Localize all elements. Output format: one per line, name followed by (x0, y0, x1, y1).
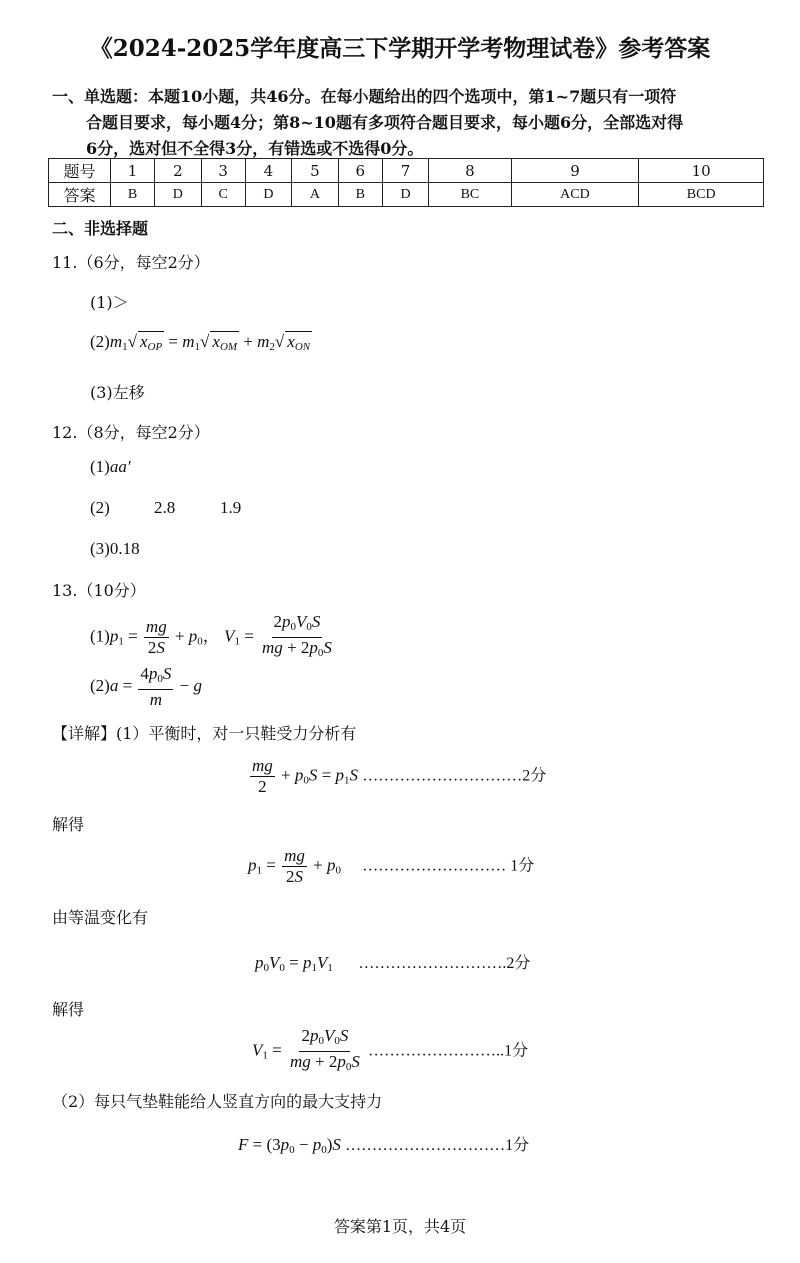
q13-detail-heading: 【详解】(1）平衡时，对一只鞋受力分析有 (52, 724, 357, 743)
q13-equation-2: $p_1$ = $\frac{mg}{2S}$ + $p_0$ ……………………… 1分 (248, 846, 535, 886)
table-cell: B (338, 183, 382, 207)
q12-answer-1-value: aa′ (109, 457, 131, 476)
q13-solve-2: 解得 (52, 1000, 85, 1019)
q11-answer-3: (3)左移 (90, 383, 145, 402)
q12-answer-2-value-1: 2.8 (154, 498, 176, 517)
q13-equation-5: $F = (3p_0 - p_0)S$ …………………………1分 (238, 1135, 530, 1156)
page-footer: 答案第1页，共4页 (333, 1217, 467, 1236)
q13-isothermal: 由等温变化有 (52, 908, 149, 927)
q13-solve-1: 解得 (52, 815, 85, 834)
q13-score-3: ……………………….2分 (358, 955, 531, 972)
q12-answer-3: (3)0.18 (90, 539, 140, 558)
q12-answer-1-label: (1) (90, 457, 110, 476)
q13-equation-3: $p_0V_0 = p_1V_1$ ……………………….2分 (255, 953, 531, 974)
q11-answer-1: (1)＞ (90, 293, 129, 312)
q12-answer-2-value-2: 1.9 (220, 498, 242, 517)
table-cell: 6 (338, 159, 382, 183)
table-cell: BC (429, 183, 511, 207)
section1-line3: 6分，选对但不全得3分，有错选或不选得0分。 (86, 139, 424, 158)
table-cell: B (111, 183, 155, 207)
section1-line1: 一、单选题：本题10小题，共46分。在每小题给出的四个选项中，第1~7题只有一项符 (52, 87, 677, 106)
q13-equation-1: $\frac{mg}{2}$ + $p_0S = p_1S$ …………………………2分 (252, 756, 547, 796)
q13-part-2: （2）每只气垫鞋能给人竖直方向的最大支持力 (52, 1092, 383, 1111)
q13-answer-1: $(1)p_1$ = $\frac{mg}{2S}$ + $p_0$， $V_1$ = $\frac{2p_0V_0S}{mg + 2p_0S}$ (90, 612, 332, 659)
q13-header: 13.（10分） (52, 581, 146, 600)
q13-answer-1-label: (1) (90, 626, 110, 646)
table-cell: 10 (639, 159, 764, 183)
table-cell: A (292, 183, 339, 207)
table-cell: 3 (201, 159, 245, 183)
q13-score-1: …………………………2分 (362, 767, 547, 785)
q11-answer-2-label: (2) (90, 332, 110, 351)
q13-score-4: ……………………..1分 (368, 1042, 529, 1060)
q11-header: 11.（6分，每空2分） (52, 253, 210, 272)
table-cell: D (245, 183, 292, 207)
table-row (49, 183, 764, 207)
section1-line2: 合题目要求，每小题4分；第8~10题有多项符合题目要求，每小题6分，全部选对得 (86, 113, 684, 132)
table-cell: D (155, 183, 202, 207)
q11-answer-2: $(2)m_1√$ $x_{OP} = m_1√$ $x_{OM} + m_2√$ $x_{ON}$ (90, 332, 311, 353)
q13-score-5: …………………………1分 (345, 1137, 530, 1154)
table-cell: 2 (155, 159, 202, 183)
page-title: 《2024-2025学年度高三下学期开学考物理试卷》参考答案 (89, 35, 711, 62)
table-cell: BCD (639, 183, 764, 207)
table-row (49, 159, 764, 183)
section2-heading: 二、非选择题 (52, 219, 149, 238)
table-cell: 4 (245, 159, 292, 183)
table-cell: ACD (511, 183, 639, 207)
q12-answer-1 (90, 457, 131, 477)
q13-score-2: ……………………… 1分 (362, 857, 535, 875)
answer-label: 答案 (49, 183, 111, 207)
table-cell: 8 (429, 159, 511, 183)
table-cell: 1 (111, 159, 155, 183)
answer-table (48, 158, 764, 207)
table-cell: C (201, 183, 245, 207)
q12-header: 12.（8分，每空2分） (52, 423, 210, 442)
q13-equation-4: $V_1$ = $\frac{2p_0V_0S}{mg + 2p_0S}$ ……………………..1分 (252, 1026, 529, 1073)
table-cell: 9 (511, 159, 639, 183)
table-cell: 7 (382, 159, 429, 183)
q13-answer-2-label: (2) (90, 675, 110, 695)
q13-answer-2: (2)a = $\frac{4p_0S}{m}$ − g (90, 664, 203, 709)
table-cell: D (382, 183, 429, 207)
table-cell: 5 (292, 159, 339, 183)
q12-answer-2-label: (2) (90, 498, 110, 517)
question-number-label: 题号 (49, 159, 111, 183)
